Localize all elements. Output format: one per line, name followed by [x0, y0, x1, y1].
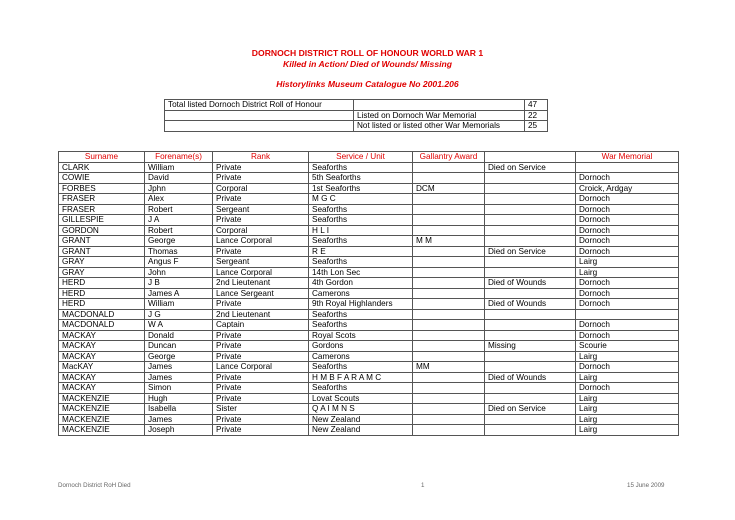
status-cell	[485, 194, 576, 205]
memorial-cell: Dornoch	[576, 194, 679, 205]
status-cell	[485, 183, 576, 194]
table-row	[59, 162, 679, 173]
surname-cell: MACKAY	[59, 341, 145, 352]
forename-cell: Jphn	[145, 183, 213, 194]
forename-cell: W A	[145, 320, 213, 331]
summary-row	[165, 110, 548, 121]
table-row	[59, 278, 679, 289]
rank-cell: Captain	[213, 320, 309, 331]
surname-cell: HERD	[59, 299, 145, 310]
memorial-cell: Scourie	[576, 341, 679, 352]
rank-cell: Private	[213, 299, 309, 310]
memorial-cell: Dornoch	[576, 320, 679, 331]
award-cell	[413, 194, 485, 205]
surname-cell: HERD	[59, 288, 145, 299]
table-row	[59, 194, 679, 205]
unit-cell: Royal Scots	[309, 330, 413, 341]
unit-cell: Seaforths	[309, 362, 413, 373]
surname-cell: FRASER	[59, 204, 145, 215]
status-cell	[485, 204, 576, 215]
forename-cell: John	[145, 267, 213, 278]
forename-cell: Duncan	[145, 341, 213, 352]
summary-sub	[354, 100, 525, 111]
summary-row	[165, 121, 548, 132]
unit-cell: Gordons	[309, 341, 413, 352]
table-row	[59, 215, 679, 226]
column-header: Surname	[59, 152, 145, 163]
award-cell	[413, 393, 485, 404]
roll-of-honour-table	[58, 151, 679, 436]
award-cell	[413, 383, 485, 394]
memorial-cell: Dornoch	[576, 204, 679, 215]
unit-cell: Q A I M N S	[309, 404, 413, 415]
forename-cell: Robert	[145, 225, 213, 236]
unit-cell: 9th Royal Highlanders	[309, 299, 413, 310]
award-cell	[413, 257, 485, 268]
forename-cell: Thomas	[145, 246, 213, 257]
unit-cell: Seaforths	[309, 320, 413, 331]
status-cell	[485, 320, 576, 331]
memorial-cell: Croick, Ardgay	[576, 183, 679, 194]
memorial-cell: Dornoch	[576, 278, 679, 289]
status-cell	[485, 225, 576, 236]
document-header	[0, 48, 735, 90]
status-cell	[485, 257, 576, 268]
rank-cell: Sergeant	[213, 257, 309, 268]
memorial-cell: Dornoch	[576, 383, 679, 394]
rank-cell: Sister	[213, 404, 309, 415]
memorial-cell: Lairg	[576, 257, 679, 268]
memorial-cell: Lairg	[576, 372, 679, 383]
column-header: Service / Unit	[309, 152, 413, 163]
surname-cell: MACKAY	[59, 330, 145, 341]
rank-cell: Private	[213, 341, 309, 352]
memorial-cell: Dornoch	[576, 173, 679, 184]
forename-cell: George	[145, 351, 213, 362]
surname-cell: MACKENZIE	[59, 404, 145, 415]
footer-date: 15 June 2009	[627, 482, 665, 489]
table-row	[59, 383, 679, 394]
forename-cell: James A	[145, 288, 213, 299]
rank-cell: Lance Corporal	[213, 267, 309, 278]
unit-cell: 14th Lon Sec	[309, 267, 413, 278]
rank-cell: 2nd Lieutenant	[213, 309, 309, 320]
forename-cell: David	[145, 173, 213, 184]
table-row	[59, 404, 679, 415]
forename-cell: Simon	[145, 383, 213, 394]
status-cell: Died of Wounds	[485, 372, 576, 383]
summary-label	[165, 110, 354, 121]
unit-cell: 5th Seaforths	[309, 173, 413, 184]
surname-cell: GRAY	[59, 267, 145, 278]
catalogue-number: Historylinks Museum Catalogue No 2001.206	[276, 79, 459, 89]
memorial-cell: Dornoch	[576, 236, 679, 247]
forename-cell: Donald	[145, 330, 213, 341]
table-row	[59, 225, 679, 236]
rank-cell: Private	[213, 173, 309, 184]
forename-cell: William	[145, 162, 213, 173]
memorial-cell: Lairg	[576, 393, 679, 404]
memorial-cell: Lairg	[576, 267, 679, 278]
surname-cell: GRAY	[59, 257, 145, 268]
unit-cell: H L I	[309, 225, 413, 236]
unit-cell: Seaforths	[309, 204, 413, 215]
award-cell	[413, 425, 485, 436]
unit-cell: Seaforths	[309, 162, 413, 173]
rank-cell: Private	[213, 372, 309, 383]
forename-cell: Robert	[145, 204, 213, 215]
surname-cell: MACKAY	[59, 351, 145, 362]
memorial-cell: Lairg	[576, 414, 679, 425]
rank-cell: Private	[213, 351, 309, 362]
forename-cell: James	[145, 362, 213, 373]
surname-cell: GRANT	[59, 236, 145, 247]
rank-cell: Private	[213, 383, 309, 394]
memorial-cell	[576, 162, 679, 173]
unit-cell: Seaforths	[309, 309, 413, 320]
summary-label	[165, 121, 354, 132]
summary-label: Total listed Dornoch District Roll of Honour	[165, 100, 354, 111]
status-cell	[485, 267, 576, 278]
rank-cell: Private	[213, 393, 309, 404]
rank-cell: Sergeant	[213, 204, 309, 215]
award-cell	[413, 404, 485, 415]
table-row	[59, 362, 679, 373]
status-cell	[485, 383, 576, 394]
forename-cell: Isabella	[145, 404, 213, 415]
table-header-row	[59, 152, 679, 163]
unit-cell: Seaforths	[309, 215, 413, 226]
table-row	[59, 173, 679, 184]
column-header: Forename(s)	[145, 152, 213, 163]
page-subtitle: Killed in Action/ Died of Wounds/ Missing	[282, 59, 452, 69]
column-header: War Memorial	[576, 152, 679, 163]
rank-cell: Private	[213, 246, 309, 257]
award-cell: MM	[413, 362, 485, 373]
status-cell	[485, 309, 576, 320]
award-cell	[413, 320, 485, 331]
memorial-cell: Lairg	[576, 351, 679, 362]
table-row	[59, 299, 679, 310]
surname-cell: GRANT	[59, 246, 145, 257]
unit-cell: Seaforths	[309, 383, 413, 394]
forename-cell: Joseph	[145, 425, 213, 436]
surname-cell: MACDONALD	[59, 320, 145, 331]
award-cell: M M	[413, 236, 485, 247]
summary-value: 47	[525, 100, 548, 111]
table-row	[59, 351, 679, 362]
status-cell	[485, 362, 576, 373]
table-row	[59, 183, 679, 194]
status-cell	[485, 414, 576, 425]
surname-cell: GORDON	[59, 225, 145, 236]
column-header	[485, 152, 576, 163]
status-cell	[485, 236, 576, 247]
status-cell	[485, 215, 576, 226]
unit-cell: Camerons	[309, 288, 413, 299]
award-cell	[413, 288, 485, 299]
unit-cell: New Zealand	[309, 414, 413, 425]
forename-cell: J B	[145, 278, 213, 289]
unit-cell: Seaforths	[309, 257, 413, 268]
rank-cell: Private	[213, 162, 309, 173]
forename-cell: George	[145, 236, 213, 247]
award-cell	[413, 162, 485, 173]
surname-cell: FORBES	[59, 183, 145, 194]
summary-value: 25	[525, 121, 548, 132]
surname-cell: FRASER	[59, 194, 145, 205]
rank-cell: Private	[213, 414, 309, 425]
table-row	[59, 257, 679, 268]
forename-cell: James	[145, 414, 213, 425]
status-cell	[485, 393, 576, 404]
table-row	[59, 372, 679, 383]
unit-cell: Lovat Scouts	[309, 393, 413, 404]
unit-cell: 1st Seaforths	[309, 183, 413, 194]
forename-cell: J A	[145, 215, 213, 226]
award-cell	[413, 414, 485, 425]
rank-cell: Corporal	[213, 183, 309, 194]
award-cell	[413, 246, 485, 257]
surname-cell: HERD	[59, 278, 145, 289]
surname-cell: CLARK	[59, 162, 145, 173]
surname-cell: MacKAY	[59, 362, 145, 373]
footer-document-name: Dornoch District RoH Died	[58, 482, 131, 489]
surname-cell: MACKENZIE	[59, 425, 145, 436]
column-header: Rank	[213, 152, 309, 163]
table-row	[59, 425, 679, 436]
table-row	[59, 288, 679, 299]
table-row	[59, 309, 679, 320]
unit-cell: H M B F A R A M C	[309, 372, 413, 383]
award-cell	[413, 204, 485, 215]
rank-cell: Corporal	[213, 225, 309, 236]
award-cell	[413, 351, 485, 362]
rank-cell: Private	[213, 215, 309, 226]
summary-sub: Listed on Dornoch War Memorial	[354, 110, 525, 121]
table-row	[59, 330, 679, 341]
rank-cell: Lance Corporal	[213, 362, 309, 373]
surname-cell: MACKENZIE	[59, 414, 145, 425]
summary-sub: Not listed or listed other War Memorials	[354, 121, 525, 132]
forename-cell: J G	[145, 309, 213, 320]
table-row	[59, 267, 679, 278]
table-row	[59, 414, 679, 425]
unit-cell: Camerons	[309, 351, 413, 362]
status-cell	[485, 351, 576, 362]
award-cell	[413, 267, 485, 278]
table-row	[59, 393, 679, 404]
rank-cell: Lance Sergeant	[213, 288, 309, 299]
award-cell	[413, 225, 485, 236]
surname-cell: MACKENZIE	[59, 393, 145, 404]
award-cell: DCM	[413, 183, 485, 194]
unit-cell: 4th Gordon	[309, 278, 413, 289]
summary-value: 22	[525, 110, 548, 121]
memorial-cell: Dornoch	[576, 288, 679, 299]
rank-cell: Lance Corporal	[213, 236, 309, 247]
rank-cell: Private	[213, 425, 309, 436]
status-cell: Died on Service	[485, 404, 576, 415]
status-cell	[485, 425, 576, 436]
forename-cell: Hugh	[145, 393, 213, 404]
table-row	[59, 320, 679, 331]
status-cell: Died of Wounds	[485, 278, 576, 289]
rank-cell: Private	[213, 330, 309, 341]
forename-cell: James	[145, 372, 213, 383]
column-header: Gallantry Award	[413, 152, 485, 163]
memorial-cell: Dornoch	[576, 330, 679, 341]
award-cell	[413, 372, 485, 383]
forename-cell: Angus F	[145, 257, 213, 268]
award-cell	[413, 173, 485, 184]
table-row	[59, 204, 679, 215]
status-cell: Died of Wounds	[485, 299, 576, 310]
summary-row	[165, 100, 548, 111]
memorial-cell: Lairg	[576, 425, 679, 436]
page-title: DORNOCH DISTRICT ROLL OF HONOUR WORLD WAR 1	[251, 48, 484, 58]
rank-cell: 2nd Lieutenant	[213, 278, 309, 289]
status-cell: Died on Service	[485, 162, 576, 173]
award-cell	[413, 215, 485, 226]
award-cell	[413, 299, 485, 310]
memorial-cell: Lairg	[576, 404, 679, 415]
footer-page-number: 1	[421, 482, 425, 489]
surname-cell: GILLESPIE	[59, 215, 145, 226]
unit-cell: R E	[309, 246, 413, 257]
status-cell: Missing	[485, 341, 576, 352]
memorial-cell: Dornoch	[576, 225, 679, 236]
unit-cell: New Zealand	[309, 425, 413, 436]
memorial-cell: Dornoch	[576, 215, 679, 226]
table-row	[59, 236, 679, 247]
memorial-cell	[576, 309, 679, 320]
table-row	[59, 246, 679, 257]
surname-cell: COWIE	[59, 173, 145, 184]
unit-cell: Seaforths	[309, 236, 413, 247]
summary-table	[164, 99, 548, 132]
award-cell	[413, 341, 485, 352]
unit-cell: M G C	[309, 194, 413, 205]
status-cell: Died on Service	[485, 246, 576, 257]
award-cell	[413, 309, 485, 320]
award-cell	[413, 278, 485, 289]
forename-cell: Alex	[145, 194, 213, 205]
rank-cell: Private	[213, 194, 309, 205]
status-cell	[485, 288, 576, 299]
status-cell	[485, 330, 576, 341]
memorial-cell: Dornoch	[576, 299, 679, 310]
memorial-cell: Dornoch	[576, 362, 679, 373]
status-cell	[485, 173, 576, 184]
surname-cell: MACDONALD	[59, 309, 145, 320]
surname-cell: MACKAY	[59, 372, 145, 383]
surname-cell: MACKAY	[59, 383, 145, 394]
memorial-cell: Dornoch	[576, 246, 679, 257]
award-cell	[413, 330, 485, 341]
table-row	[59, 341, 679, 352]
forename-cell: William	[145, 299, 213, 310]
